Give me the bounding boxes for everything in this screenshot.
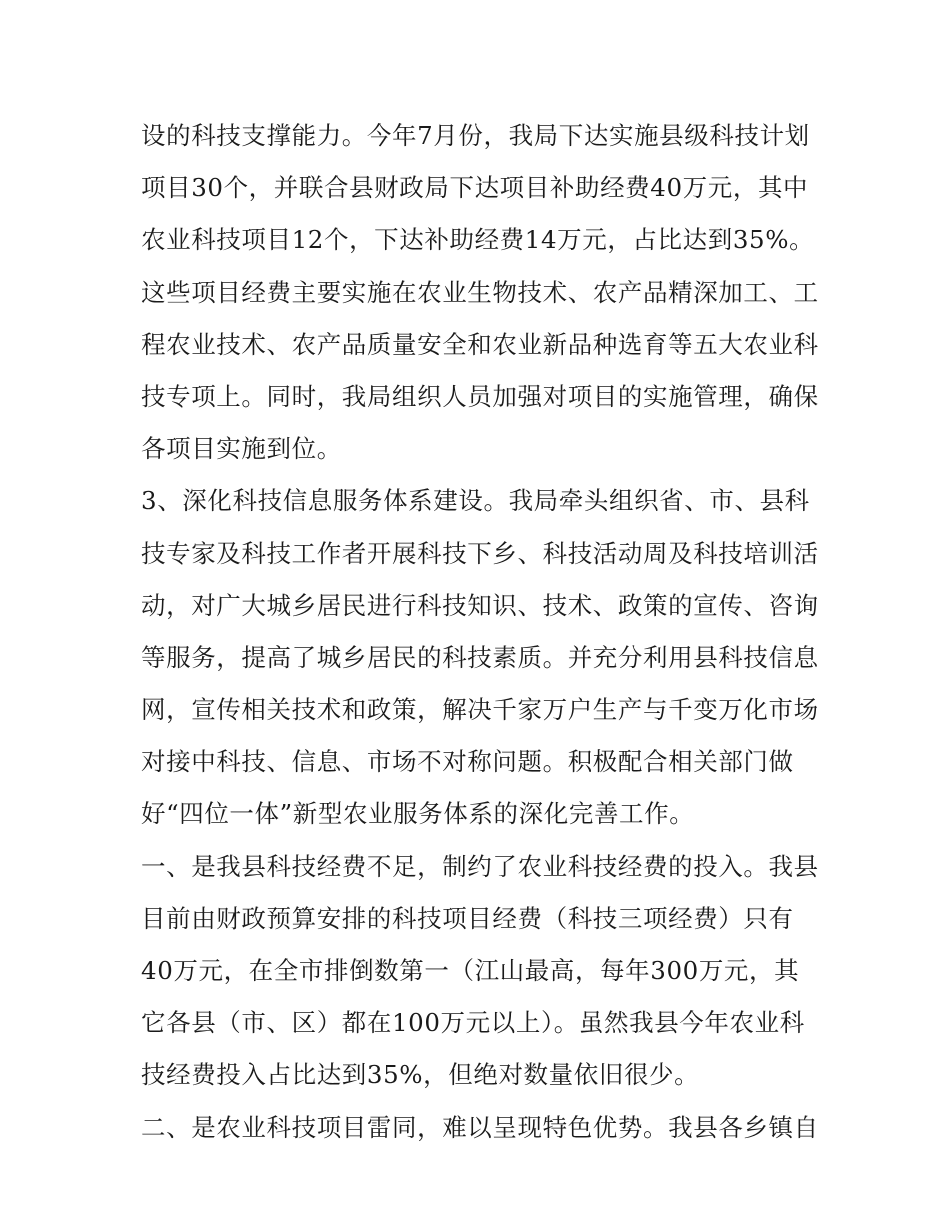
text-line: 这些项目经费主要实施在农业生物技术、农产品精深加工、工 — [141, 277, 819, 307]
text-line: 它各县（市、区）都在100万元以上）。虽然我县今年农业科 — [141, 1008, 805, 1038]
text-line: 好“四位一体”新型农业服务体系的深化完善工作。 — [141, 799, 695, 829]
body-text — [141, 110, 821, 1154]
section-heading-line: 二、是农业科技项目雷同，难以呈现特色优势。我县各乡镇自 — [141, 1112, 819, 1142]
text-line: 等服务，提高了城乡居民的科技素质。并充分利用县科技信息 — [141, 642, 819, 672]
text-line: 动，对广大城乡居民进行科技知识、技术、政策的宣传、咨询 — [141, 590, 819, 620]
text-line: 项目30个，并联合县财政局下达项目补助经费40万元，其中 — [141, 173, 809, 203]
text-line: 各项目实施到位。 — [141, 434, 342, 464]
text-line: 技专家及科技工作者开展科技下乡、科技活动周及科技培训活 — [141, 538, 819, 568]
text-line: 程农业技术、农产品质量安全和农业新品种选育等五大农业科 — [141, 329, 819, 359]
text-line: 网，宣传相关技术和政策，解决千家万户生产与千变万化市场 — [141, 695, 819, 725]
section-heading-line: 3、深化科技信息服务体系建设。我局牵头组织省、市、县科 — [141, 486, 810, 516]
text-line: 目前由财政预算安排的科技项目经费（科技三项经费）只有 — [141, 903, 794, 933]
text-line: 设的科技支撑能力。今年7月份，我局下达实施县级科技计划 — [141, 121, 810, 150]
text-line: 技经费投入占比达到35%，但绝对数量依旧很少。 — [141, 1060, 700, 1090]
text-line: 对接中科技、信息、市场不对称问题。积极配合相关部门做 — [141, 747, 794, 777]
section-heading-line: 一、是我县科技经费不足，制约了农业科技经费的投入。我县 — [141, 851, 819, 881]
text-line: 农业科技项目12个，下达补助经费14万元，占比达到35%。 — [141, 225, 815, 255]
text-line: 40万元，在全市排倒数第一（江山最高，每年300万元，其 — [141, 956, 800, 985]
text-line: 技专项上。同时，我局组织人员加强对项目的实施管理，确保 — [141, 381, 819, 411]
